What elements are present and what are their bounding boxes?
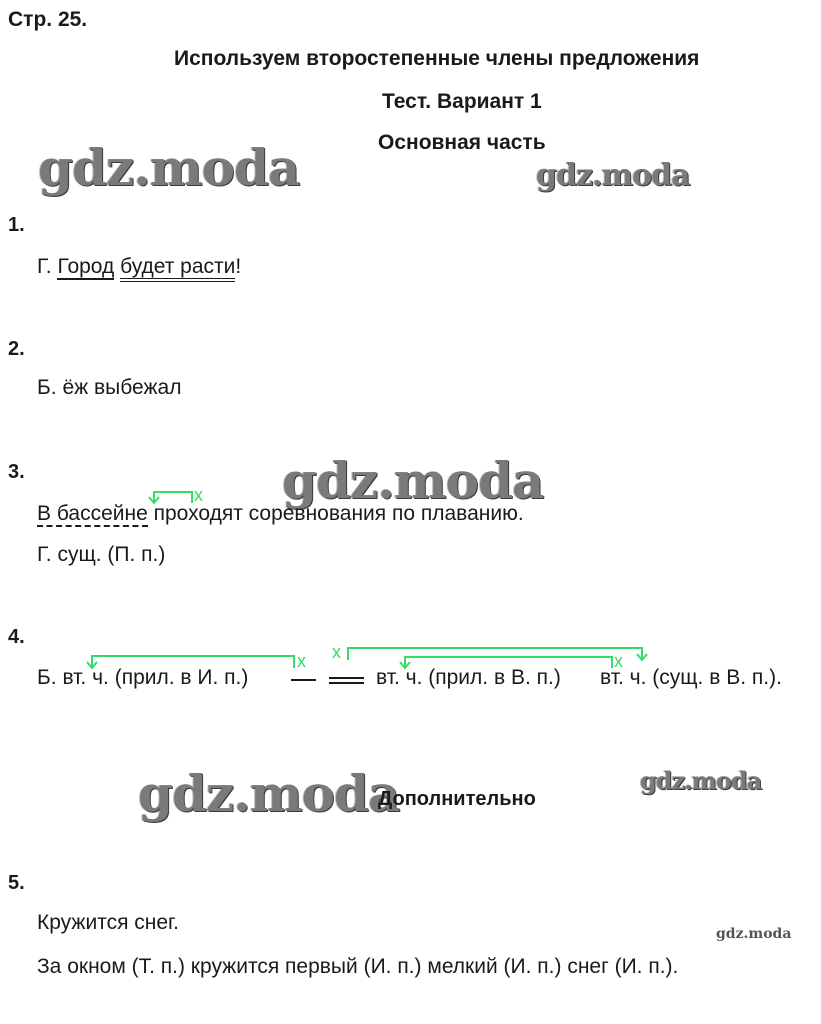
watermark: gdz.moda — [716, 926, 792, 942]
q1-punctuation: ! — [235, 255, 242, 278]
question-number-1: 1. — [8, 214, 25, 236]
q3-question-mark: х — [194, 485, 203, 505]
subject-underline — [291, 679, 316, 681]
q4-question-mark: х — [332, 642, 341, 662]
q5-answer: За окном (Т. п.) кружится первый (И. п.) мелкий (И. п.) снег (И. п.). — [37, 955, 679, 978]
question-number-4: 4. — [8, 626, 25, 648]
q1-subject: Город — [57, 255, 115, 278]
section-extra-heading: Дополнительно — [378, 788, 536, 810]
q3-answer: Г. сущ. (П. п.) — [37, 543, 166, 566]
watermark: gdz.moda — [38, 138, 300, 197]
page-label: Стр. 25. — [8, 8, 88, 31]
q5-sentence: Кружится снег. — [37, 911, 179, 934]
q1-option: Г. — [37, 255, 58, 278]
predicate-underline — [329, 677, 364, 684]
q3-sentence-rest: проходят соревнования по плаванию. — [147, 502, 524, 525]
q3-adverbial: В бассейне — [37, 502, 148, 525]
question-number-2: 2. — [8, 338, 25, 360]
page-title: Используем второстепенные члены предложения — [174, 47, 700, 70]
question-number-5: 5. — [8, 872, 25, 894]
watermark: gdz.moda — [138, 764, 400, 823]
watermark: gdz.moda — [640, 766, 762, 795]
section-main-heading: Основная часть — [378, 131, 546, 154]
question-number-3: 3. — [8, 461, 25, 483]
watermark: gdz.moda — [282, 451, 544, 510]
q4-question-mark: х — [614, 651, 623, 671]
watermark: gdz.moda — [536, 158, 690, 193]
test-variant: Тест. Вариант 1 — [382, 90, 542, 113]
q4-part-1: Б. вт. ч. (прил. в И. п.) — [37, 666, 249, 689]
q4-part-3: вт. ч. (сущ. в В. п.). — [600, 666, 782, 689]
q1-predicate: будет расти — [120, 255, 235, 282]
q2-answer: Б. ёж выбежал — [37, 376, 182, 399]
q4-part-2: вт. ч. (прил. в В. п.) — [376, 666, 561, 689]
q4-question-mark: х — [297, 651, 306, 671]
